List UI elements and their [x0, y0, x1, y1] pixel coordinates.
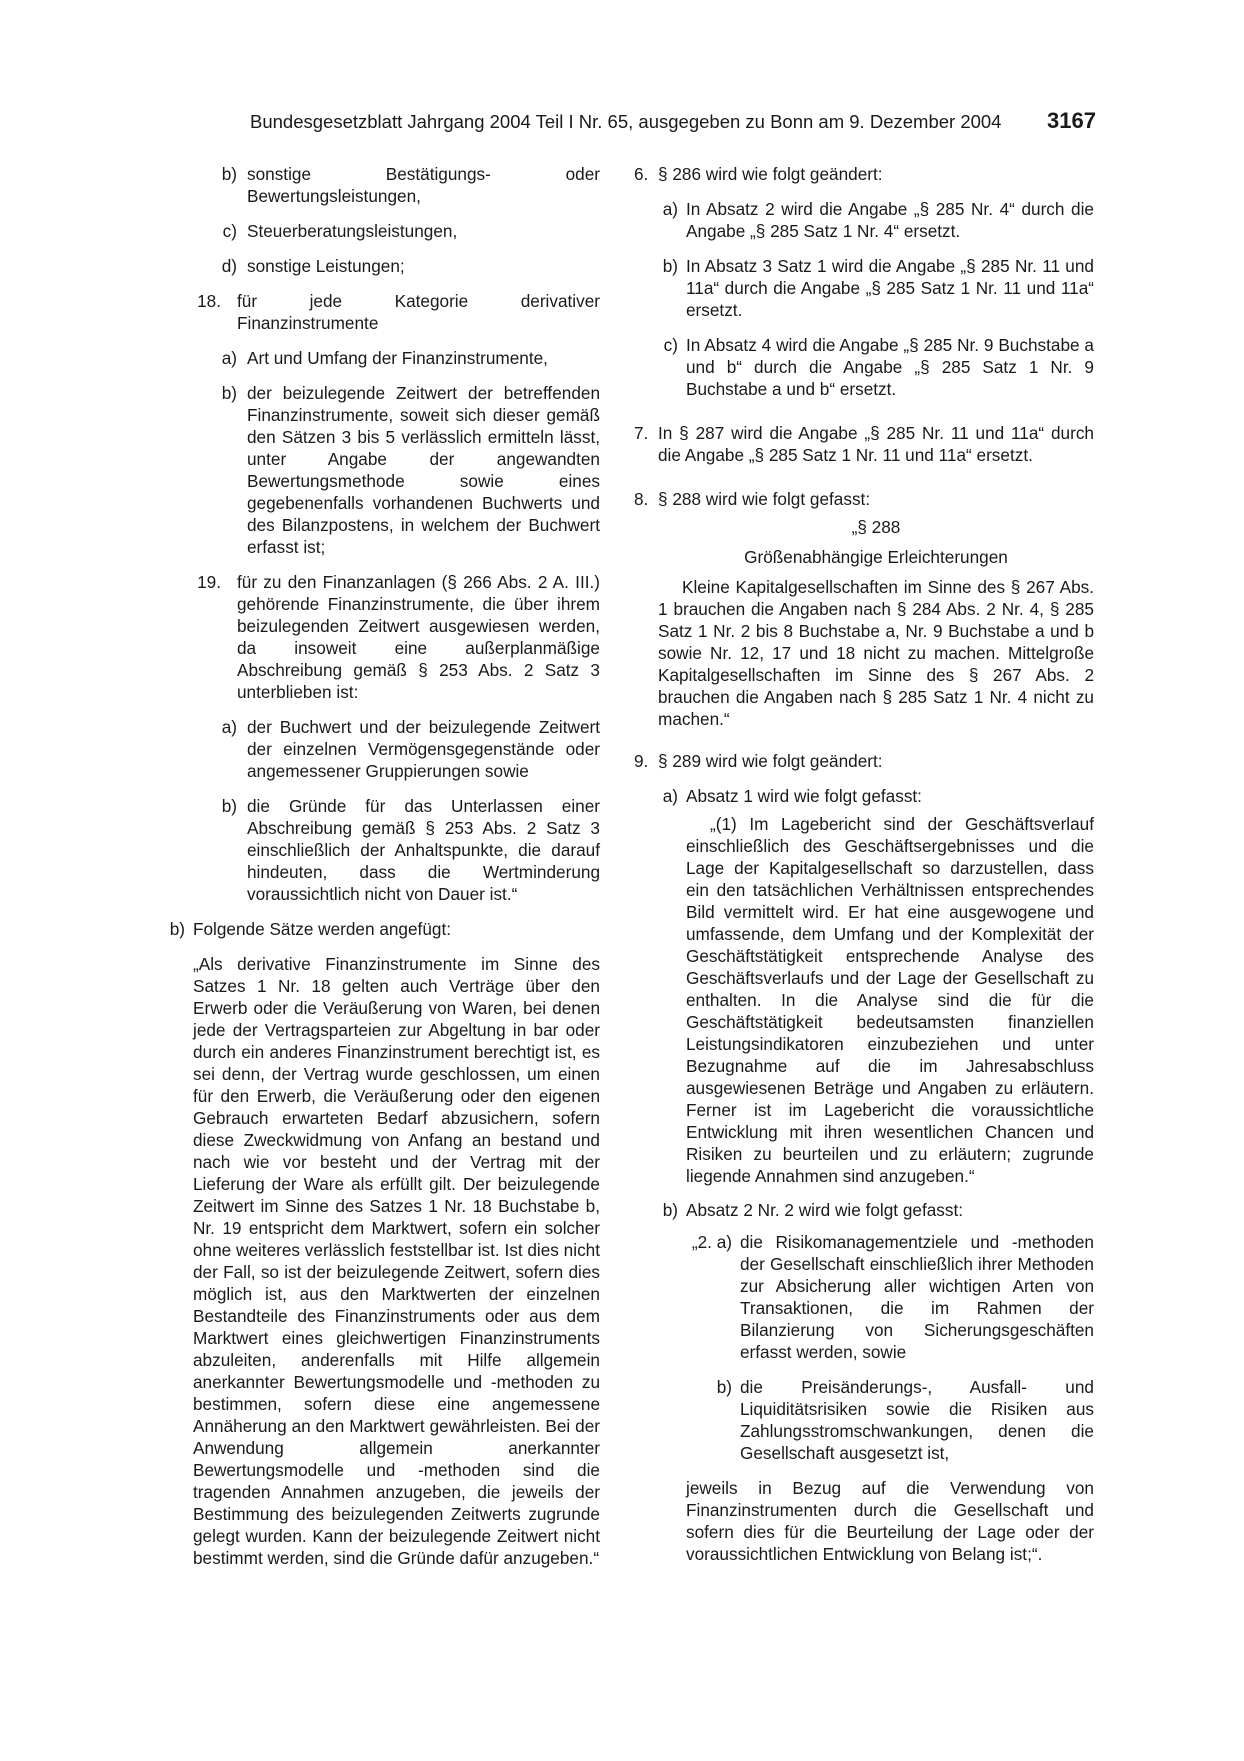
item-label: b) — [716, 1377, 732, 1397]
list-item — [634, 422, 1094, 466]
amendment-quote: „Als derivative Finanzinstrumente im Sinne des Satzes 1 Nr. 18 gelten auch Verträge über den Erwerb oder die Veräußerung von Waren, bei denen jede der Vertragsparteien zur Abgeltung in bar oder durch ein anderes Finanzinstrument berechtigt ist, es sei denn, der Vertrag wurde geschlossen, um einen für den Erwerb, die Veräußerung oder den eigenen Gebrauch erwarteten Bedarf abzusichern, sofern diese Zweckwidmung von Anfang an bestand und nach wie vor besteht und der Vertrag mit der Lieferung der Ware als erfüllt gilt. Der beizulegende Zeitwert im Sinne des Satzes 1 Nr. 18 Buchstabe b, Nr. 19 entspricht dem Marktwert, sofern ein solcher ohne weiteres verlässlich feststellbar ist. Ist dies nicht der Fall, so ist der beizulegende Zeitwert, sofern dies möglich ist, aus den Marktwerten der einzelnen Bestandteile des Finanzinstruments oder aus dem Marktwert eines gleichwertigen Finanzinstruments abzuleiten, anderenfalls mit Hilfe allgemein anerkannter Bewertungsmodelle und -methoden zu bestimmen, sofern diese eine angemessene Annäherung an den Marktwert gewährleisten. Bei der Anwendung allgemein anerkannter Bewertungsmodelle und -methoden sind die tragenden Annahmen anzugeben, die jeweils der Bestimmung des beizulegenden Zeitwerts zugrunde gelegt wurden. Kann der beizulegende Zeitwert nicht bestimmt werden, sind die Gründe dafür anzugeben.“ — [193, 954, 600, 1568]
item-text: In § 287 wird die Angabe „§ 285 Nr. 11 und 11a“ durch die Angabe „§ 285 Satz 1 Nr. 11 und 11a“ ersetzt. — [658, 423, 1094, 465]
item-label: a) — [221, 348, 237, 368]
item-text: die Preisänderungs-, Ausfall- und Liquiditätsrisiken sowie die Risiken aus Zahlungsstromschwankungen, denen die Gesellschaft ausgesetzt ist, — [740, 1377, 1094, 1463]
item-label: b) — [221, 796, 237, 816]
item-text: für zu den Finanzanlagen (§ 266 Abs. 2 A. III.) gehörende Finanzinstrumente, die über ihrem beizulegenden Zeitwert ausgewiesen werden, da insoweit eine außerplanmäßige Abschreibung gemäß § 253 Abs. 2 Satz 3 unterblieben ist: — [237, 572, 600, 702]
list-item — [163, 163, 600, 207]
item-text: Art und Umfang der Finanzinstrumente, — [247, 348, 548, 368]
page-header — [250, 108, 1096, 141]
item-label: 18. — [197, 291, 221, 311]
item-text: Folgende Sätze werden angefügt: — [193, 919, 451, 939]
item-label: b) — [662, 256, 678, 276]
gazette-title: Bundesgesetzblatt Jahrgang 2004 Teil I Nr. 65, ausgegeben zu Bonn am 9. Dezember 2004 — [250, 111, 1002, 132]
item-label: 7. — [634, 423, 649, 443]
list-item — [163, 571, 600, 703]
item-label: b) — [662, 1200, 678, 1220]
amendment-tail: jeweils in Bezug auf die Verwendung von Finanzinstrumenten durch die Gesellschaft und sofern dies für die Beurteilung der Lage oder der voraussichtlichen Entwicklung von Belang ist;“. — [686, 1478, 1094, 1564]
item-text: sonstige Leistungen; — [247, 256, 405, 276]
page-number: 3167 — [1047, 108, 1096, 133]
item-label: 9. — [634, 751, 649, 771]
right-column — [634, 163, 1094, 1565]
list-item — [163, 290, 600, 334]
paragraph-title: Größenabhängige Erleichterungen — [744, 547, 1008, 567]
left-column — [163, 163, 600, 1569]
amendment-quote: „(1) Im Lagebericht sind der Geschäftsverlauf einschließlich des Geschäftsergebnisses und die Lage der Kapitalgesellschaft so darzustellen, dass ein den tatsächlichen Verhältnissen entsprechendes Bild vermittelt wird. Er hat eine ausgewogene und umfassende, dem Umfang und der Komplexität der Geschäftstätigkeit entsprechende Analyse des Geschäftsverlaufs und der Lage der Gesellschaft zu enthalten. In die Analyse sind die für die Geschäftstätigkeit bedeutsamsten finanziellen Leistungsindikatoren einzubeziehen und unter Bezugnahme auf die im Jahresabschluss ausgewiesenen Beträge und Angaben zu erläutern. Ferner ist im Lagebericht die voraussichtliche Entwicklung mit ihren wesentlichen Chancen und Risiken zu beurteilen und zu erläutern; zugrunde liegende Annahmen sind anzugeben.“ — [686, 814, 1094, 1186]
item-text: für jede Kategorie derivativer Finanzinstrumente — [237, 291, 600, 333]
list-item — [634, 198, 1094, 242]
item-text: die Gründe für das Unterlassen einer Abschreibung gemäß § 253 Abs. 2 Satz 3 einschließlich der Anhaltspunkte, die darauf hindeuten, dass die Wertminderung voraussichtlich nicht von Dauer ist.“ — [247, 796, 600, 904]
item-text: sonstige Bestätigungs- oder Bewertungsleistungen, — [247, 164, 600, 206]
item-text: Absatz 2 Nr. 2 wird wie folgt gefasst: — [686, 1200, 964, 1220]
item-label: a) — [221, 717, 237, 737]
item-label: 19. — [197, 572, 221, 592]
list-item — [634, 255, 1094, 321]
item-text: Absatz 1 wird wie folgt gefasst: — [686, 786, 922, 806]
item-text: die Risikomanagementziele und -methoden der Gesellschaft einschließlich ihrer Methoden zur Absicherung aller wichtigen Arten von Transaktionen, die im Rahmen der Bilanzierung von Sicherungsgeschäften erfasst werden, sowie — [740, 1232, 1094, 1362]
item-text: § 289 wird wie folgt geändert: — [658, 751, 883, 771]
item-text: In Absatz 4 wird die Angabe „§ 285 Nr. 9 Buchstabe a und b“ durch die Angabe „§ 285 Satz 1 Nr. 9 Buchstabe a und b“ ersetzt. — [686, 335, 1094, 399]
list-item — [163, 795, 600, 905]
item-label: d) — [221, 256, 237, 276]
list-item — [163, 716, 600, 782]
list-item — [634, 1231, 1094, 1363]
item-label: a) — [662, 199, 678, 219]
item-label: a) — [662, 786, 678, 806]
item-text: Steuerberatungsleistungen, — [247, 221, 458, 241]
list-item — [634, 1376, 1094, 1464]
item-label: b) — [169, 919, 185, 939]
paragraph-text: Kleine Kapitalgesellschaften im Sinne des § 267 Abs. 1 brauchen die Angaben nach § 284 Abs. 2 Nr. 4, § 285 Satz 1 Nr. 2 bis 8 Buchstabe a, Nr. 9 Buchstabe a und b sowie Nr. 12, 17 und 18 nicht zu machen. Mittelgroße Kapitalgesellschaften im Sinne des § 267 Abs. 2 brauchen die Angaben nach § 285 Satz 1 Nr. 4 nicht zu machen.“ — [658, 577, 1094, 729]
list-item — [163, 382, 600, 558]
item-text: In Absatz 3 Satz 1 wird die Angabe „§ 285 Nr. 11 und 11a“ durch die Angabe „§ 285 Satz 1 Nr. 11 und 11a“ ersetzt. — [686, 256, 1094, 320]
list-item — [163, 255, 600, 277]
list-item — [163, 347, 600, 369]
paragraph-number: „§ 288 — [851, 517, 901, 537]
item-text: In Absatz 2 wird die Angabe „§ 285 Nr. 4“ durch die Angabe „§ 285 Satz 1 Nr. 4“ ersetzt. — [686, 199, 1094, 241]
list-item — [634, 1199, 1094, 1221]
list-item — [634, 488, 1094, 510]
item-label: „2. a) — [691, 1232, 732, 1252]
list-item — [163, 918, 600, 940]
list-item — [634, 163, 1094, 185]
item-label: 8. — [634, 489, 649, 509]
list-item — [634, 785, 1094, 807]
item-label: c) — [663, 335, 678, 355]
item-label: b) — [221, 383, 237, 403]
list-item — [634, 750, 1094, 772]
item-text: § 286 wird wie folgt geändert: — [658, 164, 883, 184]
item-text: § 288 wird wie folgt gefasst: — [658, 489, 871, 509]
list-item — [163, 220, 600, 242]
item-text: der beizulegende Zeitwert der betreffenden Finanzinstrumente, soweit sich dieser gemäß den Sätzen 3 bis 5 verlässlich ermitteln lässt, unter Angabe der angewandten Bewertungsmethode sowie eines gegebenenfalls vorhandenen Buchwerts und des Bilanzpostens, in welchem der Buchwert erfasst ist; — [247, 383, 600, 557]
item-text: der Buchwert und der beizulegende Zeitwert der einzelnen Vermögensgegenstände oder angemessener Gruppierungen sowie — [247, 717, 600, 781]
item-label: b) — [221, 164, 237, 184]
item-label: 6. — [634, 164, 649, 184]
item-label: c) — [222, 221, 237, 241]
list-item — [634, 334, 1094, 400]
